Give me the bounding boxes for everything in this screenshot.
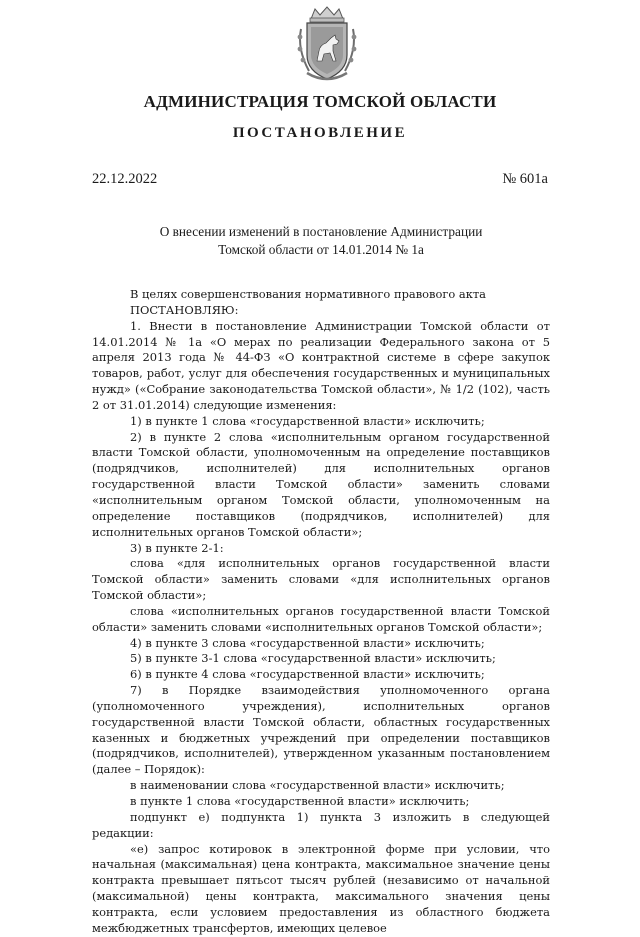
- paragraph-subitem-3: 3) в пункте 2-1:: [130, 540, 224, 555]
- paragraph-subitem-7-d: «е) запрос котировок в электронной форме при условии, что начальная (максимальная) цена контракта, максимальное значение цены контракта превышает пятьсот тысяч рублей (независимо от начальной (максимальной) цены контракта, максимального значения цены контракта, если условием предоставления из областного бюджета межбюджетных трансфертов, имеющих целевое: [92, 841, 550, 935]
- paragraph-subitem-7-a: в наименовании слова «государственной власти» исключить;: [130, 778, 505, 793]
- paragraph-item-1: 1. Внести в постановление Администрации Томской области от 14.01.2014 № 1а «О мерах по реализации Федерального закона от 5 апреля 2013 года № 44-ФЗ «О контрактной системе в сфере закупок товаров, работ, услуг для обеспечения государственных и муниципальных нужд» («Собрание законодательства Томской области», № 1/2 (102), часть 2 от 31.01.2014) следующие изменения:: [92, 318, 550, 412]
- paragraph-subitem-7: 7) в Порядке взаимодействия уполномоченного органа (уполномоченного учреждения), исполнительных органов государственной власти Томской области, областных государственных казенных и бюджетных учреждений при определении поставщиков (подрядчиков, исполнителей), утвержденном указанным постановлением (далее – Порядок):: [92, 683, 550, 777]
- document-subject: [92, 223, 550, 259]
- tomsk-region-coat-of-arms-icon: [293, 5, 361, 83]
- paragraph-subitem-6: 6) в пункте 4 слова «государственной власти» исключить;: [130, 667, 485, 682]
- subject-line-1: О внесении изменений в постановление Администрации: [159, 224, 483, 239]
- paragraph-subitem-7-c: подпункт е) подпункта 1) пункта 3 изложить в следующей редакции:: [92, 809, 550, 840]
- paragraph-resolve: ПОСТАНОВЛЯЮ:: [130, 302, 239, 317]
- document-number: № 601а: [502, 171, 548, 187]
- paragraph-subitem-5: 5) в пункте 3-1 слова «государственной власти» исключить;: [130, 651, 496, 666]
- paragraph-subitem-1: 1) в пункте 1 слова «государственной власти» исключить;: [130, 413, 485, 428]
- subject-line-2: Томской области от 14.01.2014 № 1а: [218, 242, 424, 257]
- paragraph-subitem-4: 4) в пункте 3 слова «государственной власти» исключить;: [130, 635, 485, 650]
- document-type: ПОСТАНОВЛЕНИЕ: [232, 125, 408, 141]
- paragraph-subitem-7-b: в пункте 1 слова «государственной власти» исключить;: [130, 794, 470, 808]
- organization-title: АДМИНИСТРАЦИЯ ТОМСКОЙ ОБЛАСТИ: [143, 92, 497, 111]
- document-body: [92, 287, 550, 937]
- paragraph-subitem-3-a: слова «для исполнительных органов государственной власти Томской области» заменить словами «для исполнительных органов Томской области»;: [92, 556, 550, 603]
- document-date: 22.12.2022: [92, 171, 158, 187]
- paragraph-preamble: В целях совершенствования нормативного правового акта: [130, 287, 486, 301]
- paragraph-subitem-2: 2) в пункте 2 слова «исполнительным органом государственной власти Томской области, уполномоченным на определение поставщиков (подрядчиков, исполнителей) для исполнительных органов государственной власти Томской области» заменить словами «исполнительным органом Томской области, уполномоченным на определение поставщиков (подрядчиков, исполнителей) для исполнительных органов Томской области»;: [92, 429, 550, 539]
- paragraph-subitem-3-b: слова «исполнительных органов государственной власти Томской области» заменить словами «исполнительных органов Томской области»;: [92, 603, 550, 634]
